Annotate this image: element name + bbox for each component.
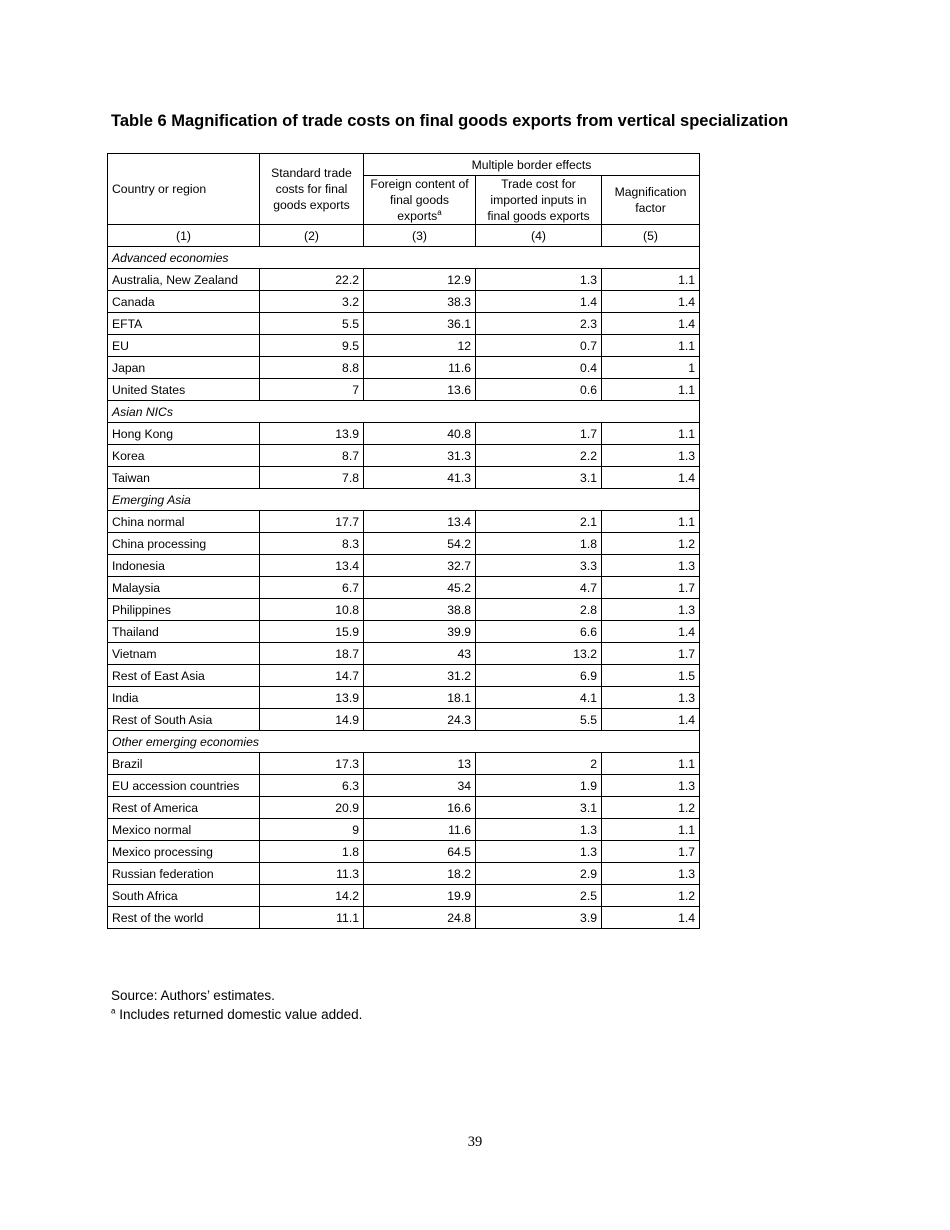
country-cell: India [108, 687, 260, 709]
table-row [108, 819, 700, 841]
country-cell: Canada [108, 291, 260, 313]
country-cell: China normal [108, 511, 260, 533]
value-cell: 1.1 [602, 335, 700, 357]
country-cell: Japan [108, 357, 260, 379]
country-cell: Australia, New Zealand [108, 269, 260, 291]
country-cell: United States [108, 379, 260, 401]
value-cell: 1.3 [602, 863, 700, 885]
section-row [108, 247, 700, 269]
table-row [108, 533, 700, 555]
value-cell: 17.3 [260, 753, 364, 775]
value-cell: 1.3 [602, 599, 700, 621]
table-row [108, 599, 700, 621]
value-cell: 1.4 [602, 907, 700, 929]
value-cell: 1.2 [602, 885, 700, 907]
country-cell: Korea [108, 445, 260, 467]
value-cell: 7.8 [260, 467, 364, 489]
table-row [108, 687, 700, 709]
country-cell: Indonesia [108, 555, 260, 577]
value-cell: 22.2 [260, 269, 364, 291]
country-cell: EFTA [108, 313, 260, 335]
value-cell: 1.5 [602, 665, 700, 687]
country-cell: Taiwan [108, 467, 260, 489]
value-cell: 39.9 [364, 621, 476, 643]
value-cell: 34 [364, 775, 476, 797]
table-row [108, 643, 700, 665]
table-body [108, 247, 700, 929]
value-cell: 9 [260, 819, 364, 841]
country-cell: EU [108, 335, 260, 357]
country-cell: Mexico normal [108, 819, 260, 841]
value-cell: 2 [476, 753, 602, 775]
value-cell: 1.2 [602, 533, 700, 555]
value-cell: 4.7 [476, 577, 602, 599]
value-cell: 4.1 [476, 687, 602, 709]
country-cell: Rest of America [108, 797, 260, 819]
table-row [108, 555, 700, 577]
table-row [108, 511, 700, 533]
value-cell: 1.3 [476, 841, 602, 863]
value-cell: 1.3 [602, 555, 700, 577]
value-cell: 31.3 [364, 445, 476, 467]
value-cell: 24.8 [364, 907, 476, 929]
value-cell: 14.9 [260, 709, 364, 731]
value-cell: 1.3 [602, 687, 700, 709]
value-cell: 54.2 [364, 533, 476, 555]
table-row [108, 753, 700, 775]
value-cell: 2.8 [476, 599, 602, 621]
value-cell: 3.1 [476, 467, 602, 489]
value-cell: 13.9 [260, 423, 364, 445]
value-cell: 1.1 [602, 379, 700, 401]
value-cell: 13.2 [476, 643, 602, 665]
page-number: 39 [467, 1134, 483, 1150]
value-cell: 13.6 [364, 379, 476, 401]
value-cell: 6.6 [476, 621, 602, 643]
value-cell: 1.9 [476, 775, 602, 797]
header-magnification: Magnification factor [602, 176, 700, 225]
table-row [108, 445, 700, 467]
value-cell: 36.1 [364, 313, 476, 335]
column-number: (3) [364, 225, 476, 247]
value-cell: 1.7 [602, 841, 700, 863]
value-cell: 20.9 [260, 797, 364, 819]
value-cell: 1.4 [602, 313, 700, 335]
country-cell: Brazil [108, 753, 260, 775]
table-row [108, 863, 700, 885]
country-cell: Malaysia [108, 577, 260, 599]
footnote-marker: a [111, 1006, 116, 1016]
country-cell: Hong Kong [108, 423, 260, 445]
table-row [108, 907, 700, 929]
value-cell: 11.6 [364, 357, 476, 379]
table-row [108, 379, 700, 401]
value-cell: 1.7 [602, 577, 700, 599]
value-cell: 9.5 [260, 335, 364, 357]
value-cell: 14.2 [260, 885, 364, 907]
value-cell: 2.2 [476, 445, 602, 467]
value-cell: 13.4 [364, 511, 476, 533]
value-cell: 14.7 [260, 665, 364, 687]
value-cell: 8.3 [260, 533, 364, 555]
value-cell: 15.9 [260, 621, 364, 643]
footnote-marker: a [437, 207, 442, 217]
value-cell: 5.5 [476, 709, 602, 731]
value-cell: 6.3 [260, 775, 364, 797]
value-cell: 0.7 [476, 335, 602, 357]
value-cell: 2.1 [476, 511, 602, 533]
value-cell: 5.5 [260, 313, 364, 335]
value-cell: 17.7 [260, 511, 364, 533]
table-row [108, 335, 700, 357]
value-cell: 3.1 [476, 797, 602, 819]
section-row [108, 731, 700, 753]
value-cell: 1.3 [602, 445, 700, 467]
value-cell: 1 [602, 357, 700, 379]
value-cell: 6.9 [476, 665, 602, 687]
section-row [108, 401, 700, 423]
value-cell: 2.3 [476, 313, 602, 335]
value-cell: 3.2 [260, 291, 364, 313]
value-cell: 41.3 [364, 467, 476, 489]
value-cell: 12 [364, 335, 476, 357]
value-cell: 3.3 [476, 555, 602, 577]
value-cell: 1.8 [260, 841, 364, 863]
value-cell: 19.9 [364, 885, 476, 907]
value-cell: 43 [364, 643, 476, 665]
country-cell: Rest of South Asia [108, 709, 260, 731]
value-cell: 1.1 [602, 753, 700, 775]
value-cell: 1.4 [602, 709, 700, 731]
value-cell: 18.7 [260, 643, 364, 665]
value-cell: 24.3 [364, 709, 476, 731]
value-cell: 1.4 [602, 621, 700, 643]
column-number: (2) [260, 225, 364, 247]
value-cell: 2.5 [476, 885, 602, 907]
value-cell: 11.3 [260, 863, 364, 885]
value-cell: 64.5 [364, 841, 476, 863]
country-cell: Rest of East Asia [108, 665, 260, 687]
country-cell: South Africa [108, 885, 260, 907]
value-cell: 38.3 [364, 291, 476, 313]
table-row [108, 841, 700, 863]
value-cell: 18.1 [364, 687, 476, 709]
value-cell: 1.4 [476, 291, 602, 313]
value-cell: 1.4 [602, 291, 700, 313]
table-row [108, 313, 700, 335]
header-trade-cost: Trade cost for imported inputs in final goods exports [476, 176, 602, 225]
table-row [108, 423, 700, 445]
country-cell: China processing [108, 533, 260, 555]
value-cell: 6.7 [260, 577, 364, 599]
table-row [108, 709, 700, 731]
country-cell: Philippines [108, 599, 260, 621]
value-cell: 8.7 [260, 445, 364, 467]
value-cell: 13.9 [260, 687, 364, 709]
header-foreign-content: Foreign content of final goods exports$^a$ [364, 176, 476, 225]
country-cell: Thailand [108, 621, 260, 643]
table-row [108, 885, 700, 907]
country-cell: Vietnam [108, 643, 260, 665]
value-cell: 13 [364, 753, 476, 775]
column-number: (5) [602, 225, 700, 247]
value-cell: 8.8 [260, 357, 364, 379]
table-row [108, 467, 700, 489]
table-row [108, 291, 700, 313]
table-row [108, 775, 700, 797]
value-cell: 1.3 [602, 775, 700, 797]
value-cell: 45.2 [364, 577, 476, 599]
value-cell: 32.7 [364, 555, 476, 577]
table-row [108, 357, 700, 379]
country-cell: EU accession countries [108, 775, 260, 797]
column-number: (1) [108, 225, 260, 247]
value-cell: 11.1 [260, 907, 364, 929]
value-cell: 38.8 [364, 599, 476, 621]
section-heading: Advanced economies [108, 247, 700, 269]
table-title: Table 6 Magnification of trade costs on final goods exports from vertical specialization [111, 112, 789, 130]
table-row [108, 797, 700, 819]
value-cell: 1.1 [602, 511, 700, 533]
value-cell: 3.9 [476, 907, 602, 929]
section-heading: Other emerging economies [108, 731, 700, 753]
data-table [107, 153, 700, 929]
value-cell: 2.9 [476, 863, 602, 885]
section-row [108, 489, 700, 511]
value-cell: 7 [260, 379, 364, 401]
column-number: (4) [476, 225, 602, 247]
value-cell: 0.6 [476, 379, 602, 401]
table-row [108, 621, 700, 643]
country-cell: Mexico processing [108, 841, 260, 863]
value-cell: 10.8 [260, 599, 364, 621]
value-cell: 1.3 [476, 819, 602, 841]
header-standard-trade-costs: Standard trade costs for final goods exports [260, 154, 364, 225]
table-row [108, 577, 700, 599]
value-cell: 12.9 [364, 269, 476, 291]
section-heading: Asian NICs [108, 401, 700, 423]
section-heading: Emerging Asia [108, 489, 700, 511]
value-cell: 1.4 [602, 467, 700, 489]
value-cell: 1.2 [602, 797, 700, 819]
value-cell: 11.6 [364, 819, 476, 841]
country-cell: Russian federation [108, 863, 260, 885]
value-cell: 13.4 [260, 555, 364, 577]
value-cell: 1.1 [602, 423, 700, 445]
value-cell: 0.4 [476, 357, 602, 379]
value-cell: 1.8 [476, 533, 602, 555]
value-cell: 16.6 [364, 797, 476, 819]
value-cell: 1.3 [476, 269, 602, 291]
value-cell: 1.1 [602, 819, 700, 841]
header-multiple-border-effects: Multiple border effects [364, 154, 700, 176]
footnote: $^a$ Includes returned domestic value added. [111, 1006, 363, 1022]
table-row [108, 665, 700, 687]
value-cell: 1.1 [602, 269, 700, 291]
source-note: Source: Authors’ estimates. [111, 988, 275, 1003]
value-cell: 18.2 [364, 863, 476, 885]
value-cell: 1.7 [476, 423, 602, 445]
table-row [108, 269, 700, 291]
value-cell: 1.7 [602, 643, 700, 665]
value-cell: 40.8 [364, 423, 476, 445]
value-cell: 31.2 [364, 665, 476, 687]
header-country: Country or region [108, 154, 260, 225]
country-cell: Rest of the world [108, 907, 260, 929]
